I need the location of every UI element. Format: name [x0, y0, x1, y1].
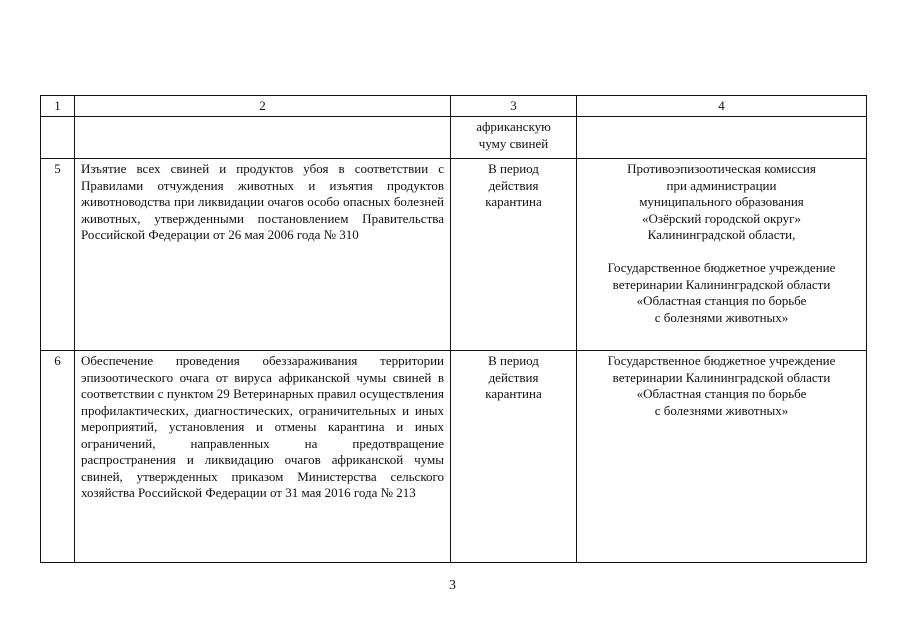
period-cell [451, 351, 577, 563]
row-number: 5 [41, 159, 75, 351]
responsible-line: Государственное бюджетное учреждение [607, 353, 836, 368]
responsible-line: Противоэпизоотическая комиссия [627, 161, 816, 176]
responsible-spacer [583, 244, 860, 261]
table-row [41, 351, 867, 563]
responsible-cell [577, 159, 867, 351]
period-line: В период [488, 161, 539, 176]
measure-text: Изъятие всех свиней и продуктов убоя в соответствии с Правилами отчуждения животных и изъятия продуктов животноводства при ликвидации очагов особо опасных болезней животных, утвержденными постановлением Правительства Российской Федерации от 26 мая 2006 года № 310 [75, 159, 451, 351]
responsible-line: «Областная станция по борьбе [636, 386, 807, 401]
period-line: действия [488, 177, 539, 193]
header-cell-4: 4 [577, 96, 867, 117]
continuation-measure-cell [75, 117, 451, 159]
header-cell-1: 1 [41, 96, 75, 117]
continuation-row [41, 117, 867, 159]
page-number: 3 [449, 578, 456, 593]
responsible-line: «Областная станция по борьбе [636, 293, 807, 308]
period-line: В период [488, 353, 539, 368]
responsible-line: Государственное бюджетное учреждение [607, 260, 836, 275]
header-cell-2: 2 [75, 96, 451, 117]
continuation-line: чуму свиней [478, 135, 549, 151]
responsible-cell [577, 351, 867, 563]
measures-table [40, 95, 867, 563]
table-row [41, 159, 867, 351]
responsible-line: Калининградской области, [647, 227, 796, 242]
continuation-num-cell [41, 117, 75, 159]
responsible-line: с болезнями животных» [654, 309, 789, 325]
responsible-line: муниципального образования [639, 194, 804, 209]
period-line: карантина [485, 386, 542, 401]
responsible-line: ветеринарии Калининградской области [612, 276, 831, 292]
header-row [41, 96, 867, 117]
responsible-line: с болезнями животных» [654, 402, 789, 418]
responsible-line: «Озёрский городской округ» [642, 210, 801, 226]
continuation-resp-cell [577, 117, 867, 159]
period-line: карантина [485, 194, 542, 209]
period-line: действия [488, 369, 539, 385]
period-cell [451, 159, 577, 351]
row-number: 6 [41, 351, 75, 563]
responsible-line: ветеринарии Калининградской области [612, 369, 831, 385]
measure-text: Обеспечение проведения обеззараживания территории эпизоотического очага от вируса африканской чумы свиней в соответствии с пунктом 29 Ветеринарных правил осуществления профилактических, диагностических, ограничительных и иных мероприятий, установления и отмены карантина и иных ограничений, направленных на предотвращение распространения и ликвидацию очагов африканской чумы свиней, утвержденных приказом Министерства сельского хозяйства Российской Федерации от 31 мая 2016 года № 213 [75, 351, 451, 563]
header-cell-3: 3 [451, 96, 577, 117]
responsible-line: при администрации [666, 177, 777, 193]
continuation-period-cell [451, 117, 577, 159]
continuation-line: африканскую [476, 119, 551, 134]
